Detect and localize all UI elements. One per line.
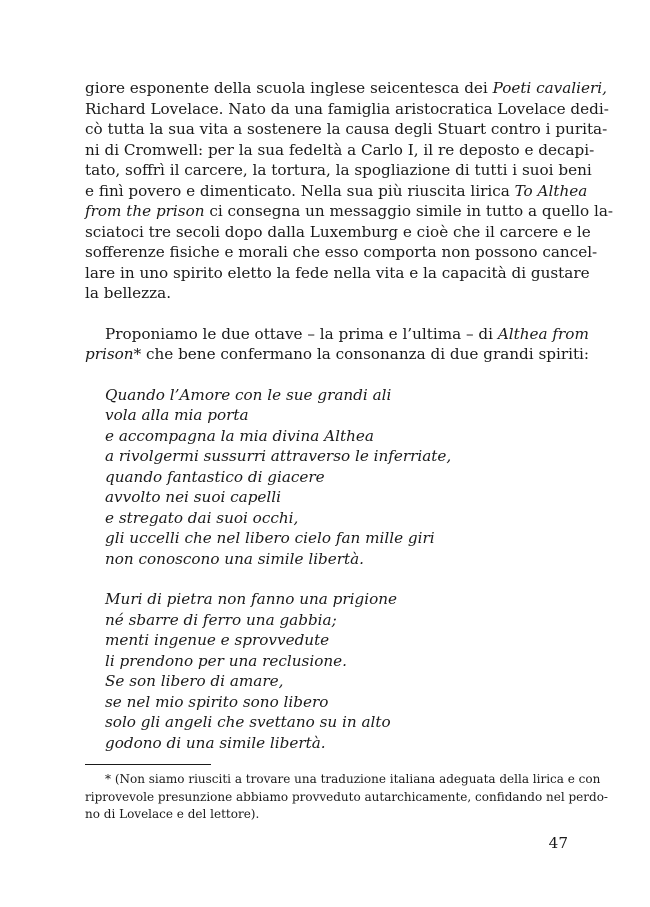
text-run: ni di Cromwell: per la sua fedeltà a Carlo I, il re deposto e decapi- bbox=[85, 140, 595, 159]
italic-run: from the prison bbox=[85, 202, 205, 220]
text-line bbox=[85, 201, 614, 222]
poem-verse: avvolto nei suoi capelli bbox=[105, 488, 281, 506]
footnote-line: * (Non siamo riusciti a trovare una traduzione italiana adeguata della lirica e con bbox=[105, 772, 601, 786]
text-run: giore esponente della scuola inglese seicentesca dei bbox=[85, 79, 493, 97]
poem-verse: Se son libero di amare, bbox=[105, 672, 284, 690]
text-line bbox=[85, 140, 595, 161]
text-run: la bellezza. bbox=[85, 284, 172, 302]
text-line bbox=[85, 263, 590, 284]
italic-run: Poeti cavalieri, bbox=[492, 79, 607, 97]
poem-verse: li prendono per una reclusione. bbox=[105, 651, 347, 670]
poem-verse: vola alla mia porta bbox=[105, 406, 249, 424]
text-line bbox=[85, 119, 608, 140]
poem-verse: a rivolgermi sussurri attraverso le inferriate, bbox=[105, 447, 452, 465]
poem-verse: e stregato dai suoi occhi, bbox=[105, 508, 299, 527]
text-run: sciatoci tre secoli dopo dalla Luxemburg e cioè che il carcere e le bbox=[85, 222, 591, 241]
text-line bbox=[85, 242, 598, 263]
poem-verse: e accompagna la mia divina Althea bbox=[105, 426, 374, 445]
poem-verse: gli uccelli che nel libero cielo fan mille giri bbox=[105, 529, 435, 547]
poem-stanza-2 bbox=[85, 589, 569, 753]
text-run: sofferenze fisiche e morali che esso comporta non possono cancel- bbox=[85, 243, 598, 261]
text-run: tato, soffrì il carcere, la tortura, la spogliazione di tutti i suoi beni bbox=[85, 161, 592, 179]
footnote bbox=[85, 771, 608, 824]
text-line bbox=[85, 99, 609, 120]
poem-verse: non conoscono una simile libertà. bbox=[105, 549, 365, 568]
italic-run: Althea from bbox=[497, 324, 589, 343]
text-line bbox=[85, 222, 591, 243]
poem-stanza-1 bbox=[85, 385, 569, 570]
page-body bbox=[85, 78, 614, 753]
text-line bbox=[85, 78, 607, 99]
poem-verse: godono di una simile libertà. bbox=[105, 733, 326, 752]
poem-verse: né sbarre di ferro una gabbia; bbox=[105, 610, 337, 629]
poem-verse: menti ingenue e sprovvedute bbox=[105, 631, 330, 649]
footnote-line: riprovevole presunzione abbiamo provveduto autarchicamente, confidando nel perdo- bbox=[85, 789, 608, 804]
poem-verse: se nel mio spirito sono libero bbox=[105, 692, 329, 711]
poem-verse: Muri di pietra non fanno una prigione bbox=[105, 590, 398, 608]
poem-verse: quando fantastico di giacere bbox=[105, 467, 325, 486]
poem-verse: solo gli angeli che svettano su in alto bbox=[105, 713, 391, 731]
italic-run: prison bbox=[85, 345, 134, 363]
text-run: Richard Lovelace. Nato da una famiglia aristocratica Lovelace dedi- bbox=[85, 99, 609, 118]
footnote-line: no di Lovelace e del lettore). bbox=[85, 807, 260, 821]
text-run: ci consegna un messaggio simile in tutto a quello la- bbox=[204, 202, 614, 220]
text-run: e finì povero e dimenticato. Nella sua più riuscita lirica bbox=[85, 181, 515, 200]
text-run: * che bene confermano la consonanza di due grandi spiriti: bbox=[133, 345, 590, 363]
footnote-rule bbox=[85, 764, 211, 765]
text-line bbox=[85, 283, 569, 304]
text-run: lare in uno spirito eletto la fede nella vita e la capacità di gustare bbox=[85, 263, 590, 282]
page-number: 47 bbox=[548, 834, 568, 852]
text-line bbox=[85, 344, 590, 365]
text-run: cò tutta la sua vita a sostenere la causa degli Stuart contro i purita- bbox=[85, 120, 608, 138]
text-line bbox=[85, 324, 589, 345]
italic-run: To Althea bbox=[514, 181, 588, 200]
paragraph-proposal bbox=[85, 324, 590, 365]
text-run: Proponiamo le due ottave – la prima e l’ultima – di bbox=[105, 324, 498, 343]
text-line bbox=[85, 160, 592, 181]
paragraph-lovelace bbox=[85, 78, 614, 304]
text-line bbox=[85, 181, 588, 202]
poem-verse: Quando l’Amore con le sue grandi ali bbox=[105, 385, 392, 404]
